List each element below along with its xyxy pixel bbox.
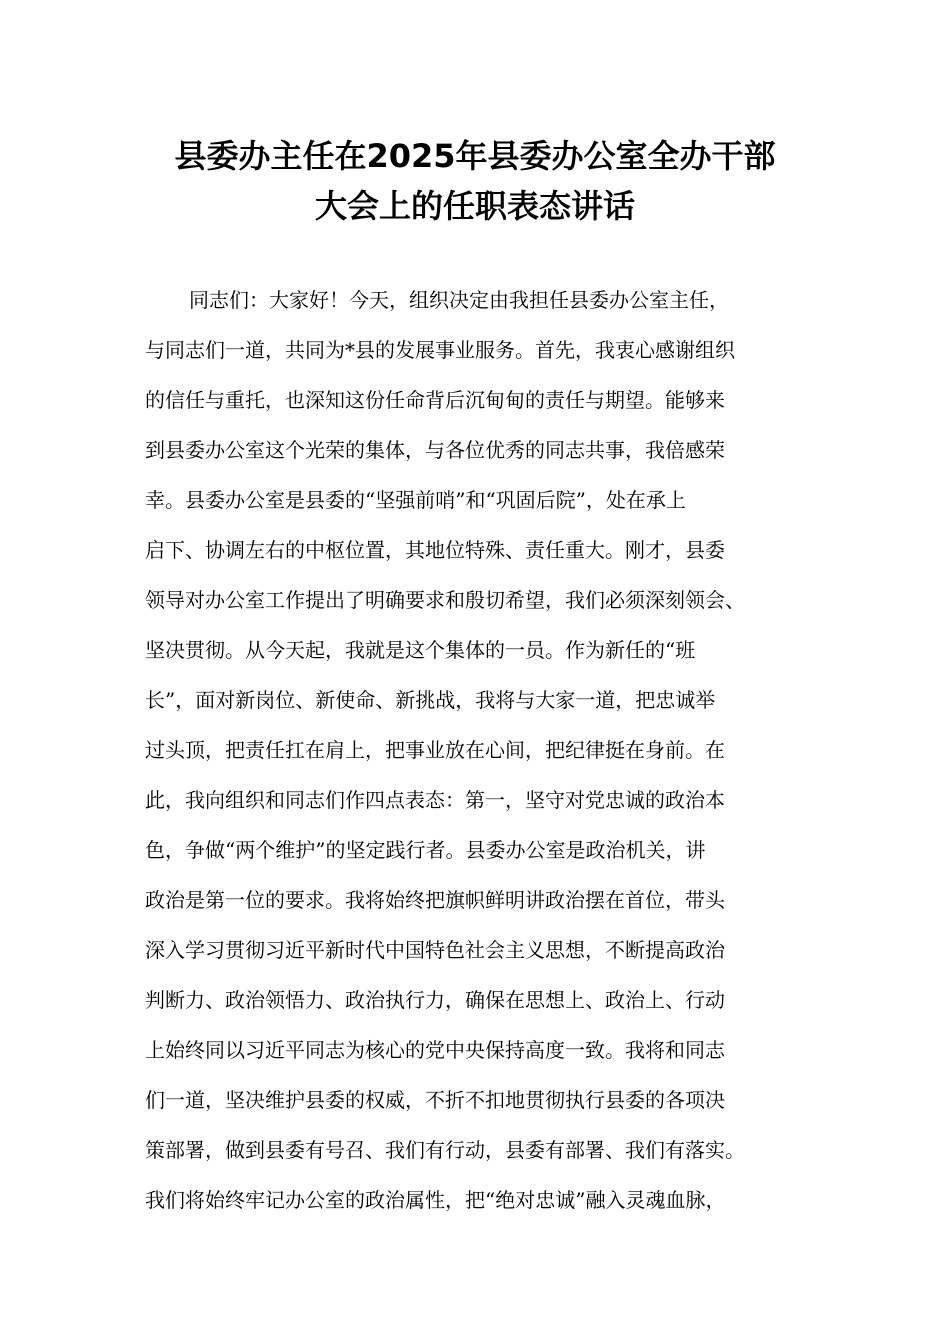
body-line: 判断力、政治领悟力、政治执行力，确保在思想上、政治上、行动 — [145, 988, 725, 1012]
body-line: 们一道，坚决维护县委的权威，不折不扣地贯彻执行县委的各项决 — [145, 1088, 725, 1112]
title-line-1: 县委办主任在2025年县委办公室全办干部 — [174, 137, 776, 175]
title-line-2: 大会上的任职表态讲话 — [314, 187, 635, 225]
body-line: 色，争做“两个维护”的坚定践行者。县委办公室是政治机关，讲 — [145, 838, 706, 862]
body-line: 策部署，做到县委有号召、我们有行动，县委有部署、我们有落实。 — [145, 1138, 745, 1162]
body-line: 启下、协调左右的中枢位置，其地位特殊、责任重大。刚才，县委 — [145, 538, 725, 562]
body-line: 领导对办公室工作提出了明确要求和殷切希望，我们必须深刻领会、 — [145, 588, 745, 612]
body-line: 的信任与重托，也深知这份任命背后沉甸甸的责任与期望。能够来 — [145, 388, 725, 412]
body-line: 政治是第一位的要求。我将始终把旗帜鲜明讲政治摆在首位，带头 — [145, 888, 725, 912]
body-line: 上始终同以习近平同志为核心的党中央保持高度一致。我将和同志 — [145, 1038, 725, 1062]
body-line: 我们将始终牢记办公室的政治属性，把“绝对忠诚”融入灵魂血脉， — [145, 1188, 726, 1212]
body-line: 同志们：大家好！今天，组织决定由我担任县委办公室主任， — [189, 288, 729, 312]
body-line: 过头顶，把责任扛在肩上，把事业放在心间，把纪律挺在身前。在 — [145, 738, 725, 762]
body-line: 幸。县委办公室是县委的“坚强前哨”和“巩固后院”，处在承上 — [145, 488, 686, 512]
document-title — [100, 131, 850, 231]
body-line: 此，我向组织和同志们作四点表态：第一，坚守对党忠诚的政治本 — [145, 788, 725, 812]
body-line: 坚决贯彻。从今天起，我就是这个集体的一员。作为新任的“班 — [145, 638, 696, 662]
body-line: 深入学习贯彻习近平新时代中国特色社会主义思想，不断提高政治 — [145, 938, 725, 962]
body-line: 与同志们一道，共同为*县的发展事业服务。首先，我衷心感谢组织 — [145, 338, 735, 362]
body-line: 长”，面对新岗位、新使命、新挑战，我将与大家一道，把忠诚举 — [145, 688, 716, 712]
speech-body — [145, 275, 825, 1225]
body-line: 到县委办公室这个光荣的集体，与各位优秀的同志共事，我倍感荣 — [145, 438, 725, 462]
